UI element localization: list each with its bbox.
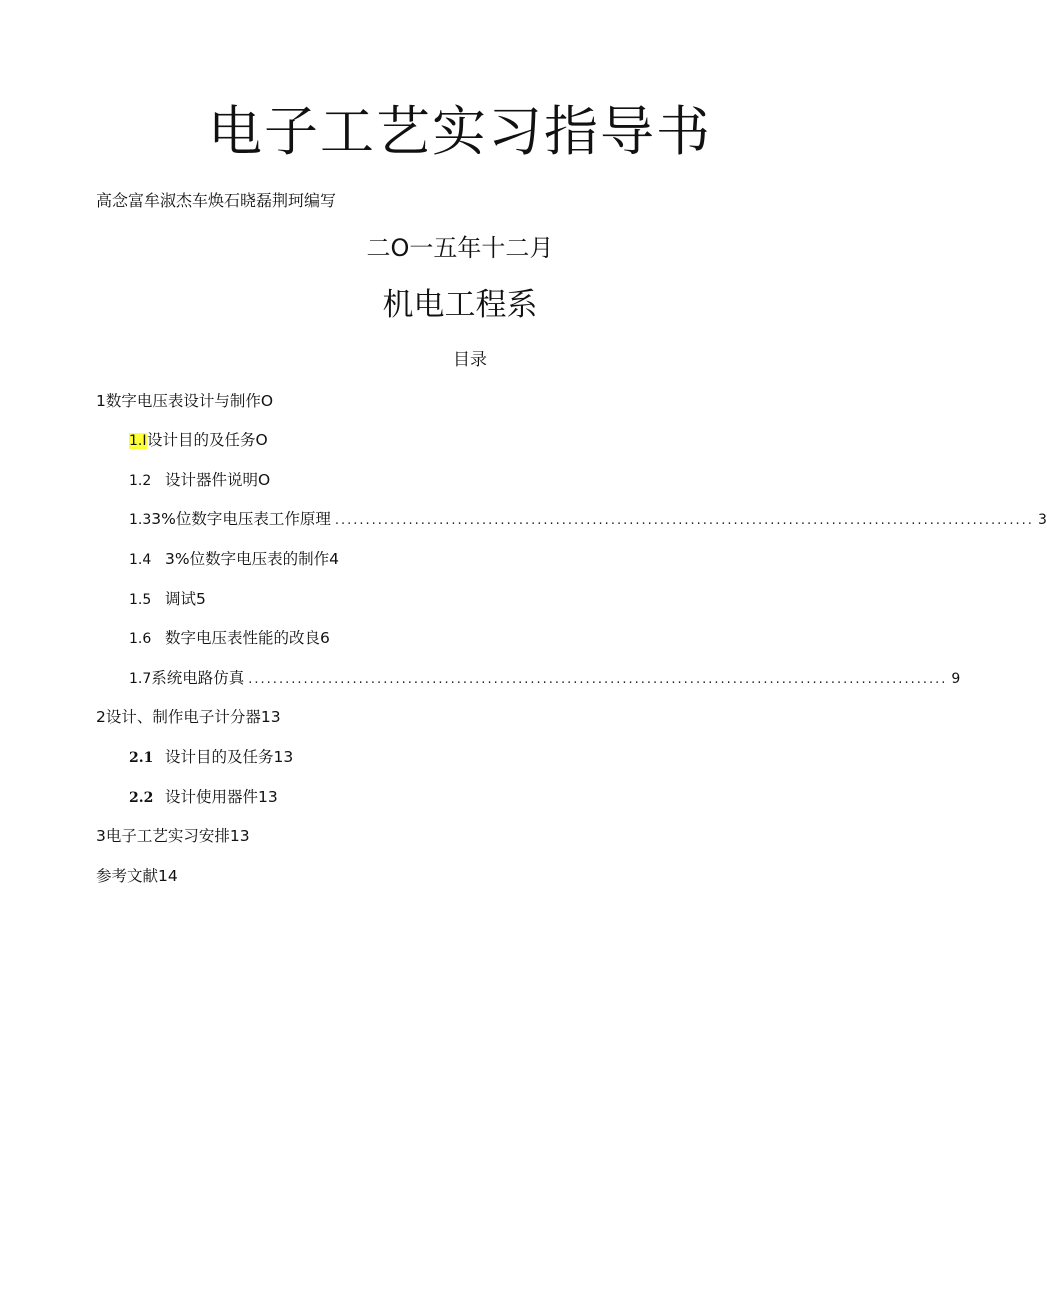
toc-dot-leader: .................................................................................................................. [334, 513, 1034, 528]
toc-entry-1[interactable] [96, 390, 273, 412]
toc-entry-2[interactable] [96, 706, 281, 728]
publication-date: 二O一五年十二月 [366, 234, 554, 262]
toc-entry-number: 2.1 [129, 750, 154, 766]
toc-entry-number: 2.2 [129, 790, 154, 806]
toc-entry-text: 1数字电压表设计与制作O [96, 392, 274, 410]
toc-entry-text: 设计目的及任务13 [165, 748, 294, 766]
toc-entry-3[interactable] [96, 825, 250, 847]
toc-entry-number: 1.5 [129, 592, 152, 608]
toc-entry-2-1[interactable] [129, 746, 293, 769]
toc-entry-1-6[interactable] [129, 627, 330, 650]
toc-entry-text: 3%位数字电压表的制作4 [165, 550, 339, 568]
toc-entry-page: 3 [1037, 512, 1047, 528]
toc-entry-text: 数字电压表性能的改良6 [165, 629, 330, 647]
toc-entry-2-2[interactable] [129, 786, 278, 809]
authors-line: 高念富牟淑杰车焕石晓磊荆珂编写 [96, 191, 337, 210]
document-title: 电子工艺实习指导书 [208, 100, 712, 163]
toc-entry-number: 1.2 [129, 473, 152, 489]
toc-entry-1-1[interactable] [129, 429, 268, 452]
toc-entry-text: 调试5 [165, 590, 206, 608]
toc-entry-text: 2设计、制作电子计分器13 [96, 708, 281, 726]
toc-entry-text: 系统电路仿真 [151, 669, 245, 687]
toc-entry-number: 1.7 [129, 671, 152, 687]
toc-entry-page: 9 [951, 671, 961, 687]
toc-entry-number: 1.6 [129, 631, 152, 647]
toc-dot-leader: .................................................................................................................. [248, 672, 948, 687]
toc-entry-references[interactable] [96, 865, 178, 887]
toc-entry-text: 设计使用器件13 [165, 788, 278, 806]
toc-entry-1-4[interactable] [129, 548, 339, 571]
department-name: 机电工程系 [382, 287, 538, 323]
toc-entry-text: 设计目的及任务O [147, 431, 268, 449]
toc-entry-1-2[interactable] [129, 469, 270, 492]
toc-entry-text: 3电子工艺实习安排13 [96, 827, 250, 845]
toc-entry-1-7[interactable] [129, 667, 961, 691]
toc-heading: 目录 [453, 350, 487, 370]
toc-entry-text: 3%位数字电压表工作原理 [151, 510, 331, 528]
toc-entry-number: 1.3 [129, 512, 152, 528]
toc-entry-number: 1.4 [129, 552, 152, 568]
toc-entry-1-5[interactable] [129, 588, 206, 611]
toc-entry-1-3[interactable] [129, 508, 1047, 532]
toc-entry-text: 参考文献14 [96, 867, 178, 885]
toc-entry-number: 1.I [129, 433, 147, 449]
toc-entry-text: 设计器件说明O [165, 471, 271, 489]
